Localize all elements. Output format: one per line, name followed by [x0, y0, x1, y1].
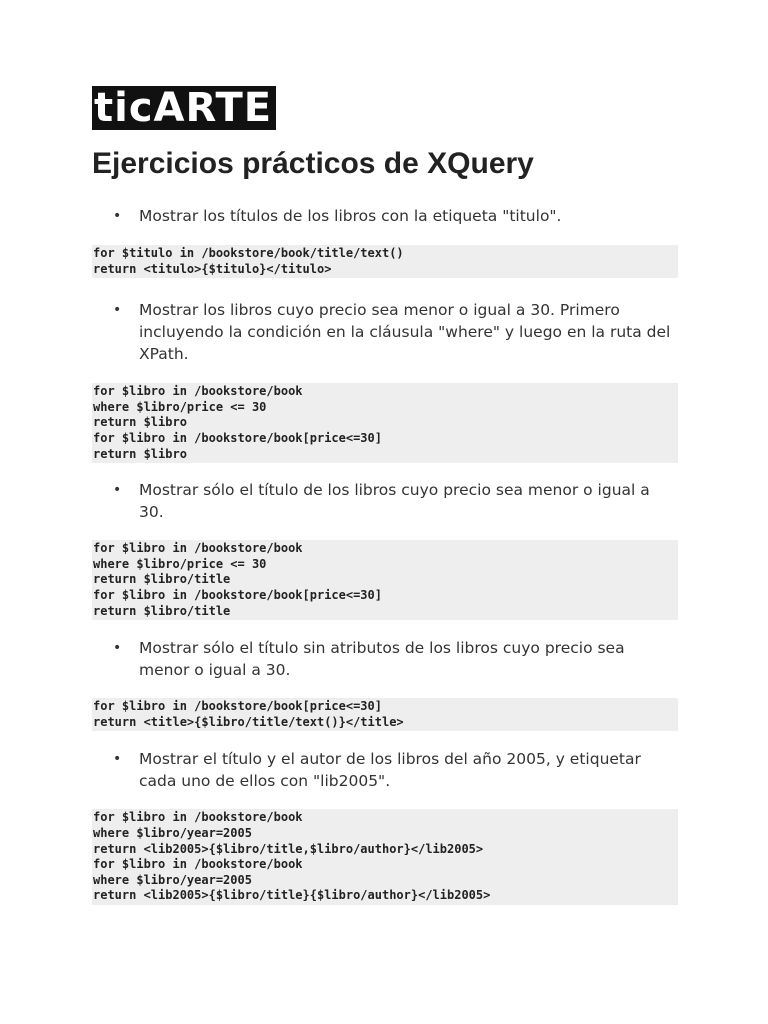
exercise-4	[92, 637, 678, 731]
exercise-text: Mostrar sólo el título de los libros cuyo precio sea menor o igual a 30.	[139, 481, 650, 522]
code-block: for $titulo in /bookstore/book/title/text() return <titulo>{$titulo}</titulo>	[92, 245, 678, 278]
exercise-2	[92, 299, 678, 463]
code-block: for $libro in /bookstore/book where $libro/price <= 30 return $libro/title for $libro in /bookstore/book[price<=30] return $libro/title	[92, 540, 678, 620]
document-page	[92, 86, 678, 905]
bullet-icon: •	[113, 482, 122, 499]
bullet-icon: •	[113, 640, 122, 657]
bullet-icon: •	[113, 208, 122, 224]
exercise-description	[92, 299, 678, 365]
site-logo[interactable]: ticARTE	[92, 86, 276, 130]
exercise-description	[92, 748, 678, 792]
bullet-icon: •	[113, 751, 122, 768]
exercise-text: Mostrar el título y el autor de los libros del año 2005, y etiquetar cada uno de ellos con "lib2005".	[139, 750, 641, 791]
exercise-description	[92, 205, 678, 227]
exercise-1	[92, 205, 678, 278]
bullet-icon: •	[113, 302, 122, 319]
exercise-description	[92, 637, 678, 681]
code-block: for $libro in /bookstore/book where $libro/year=2005 return <lib2005>{$libro/title,$libro/author}</lib2005> for $libro in /bookstore/book where $libro/year=2005 return <lib2005>{$libro/title}{$libro/author}</lib2005>	[92, 809, 678, 905]
code-block: for $libro in /bookstore/book[price<=30] return <title>{$libro/title/text()}</title>	[92, 698, 678, 731]
exercise-text: Mostrar los títulos de los libros con la etiqueta "titulo".	[139, 207, 562, 225]
exercise-text: Mostrar los libros cuyo precio sea menor o igual a 30. Primero incluyendo la condición en la cláusula "where" y luego en la ruta del XPath.	[139, 301, 671, 364]
code-block: for $libro in /bookstore/book where $libro/price <= 30 return $libro for $libro in /bookstore/book[price<=30] return $libro	[92, 383, 678, 463]
page-title: Ejercicios prácticos de XQuery	[92, 147, 534, 180]
exercise-5	[92, 748, 678, 905]
exercise-description	[92, 479, 678, 523]
exercise-text: Mostrar sólo el título sin atributos de los libros cuyo precio sea menor o igual a 30.	[139, 639, 625, 680]
exercise-3	[92, 479, 678, 620]
